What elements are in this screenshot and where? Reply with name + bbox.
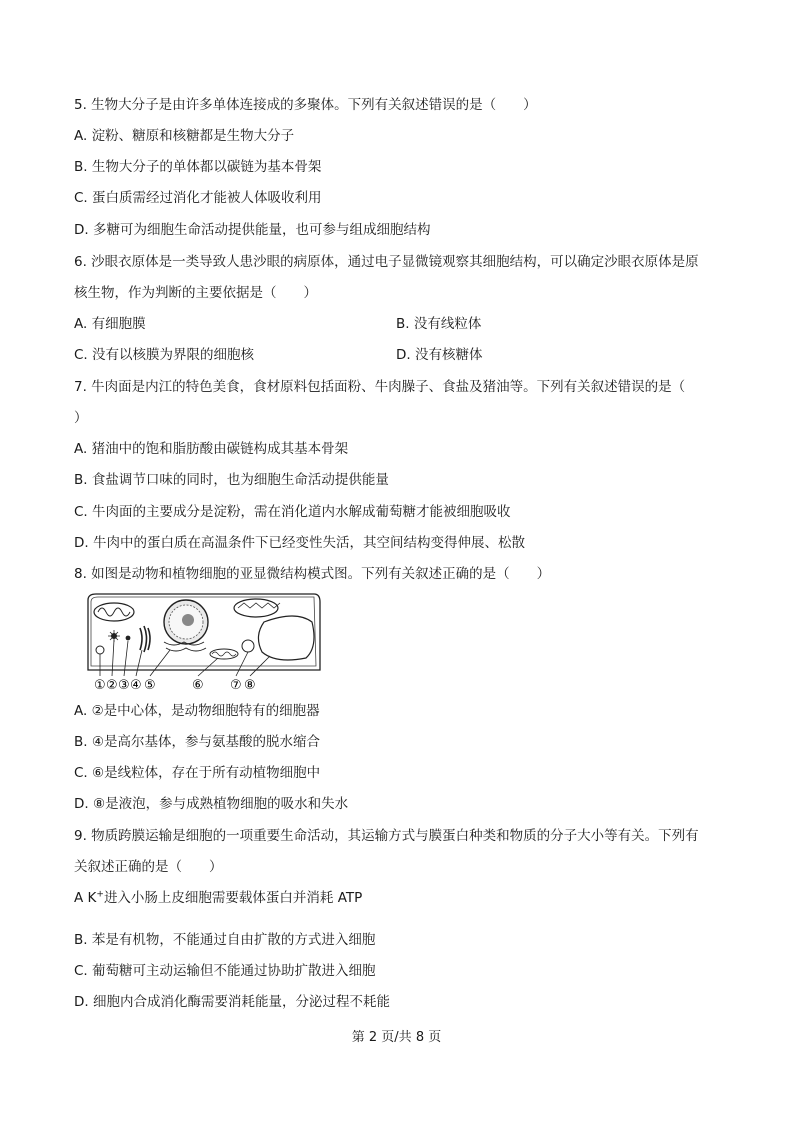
- vesicle-small: [242, 640, 254, 652]
- q7-option-b: B. 食盐调节口味的同时，也为细胞生命活动提供能量: [74, 472, 389, 488]
- vesicle: [96, 646, 104, 654]
- q7-option-d: D. 牛肉中的蛋白质在高温条件下已经变性失活，其空间结构变得伸展、松散: [74, 535, 525, 551]
- label-1: ①: [94, 678, 106, 692]
- page-footer: 第 2 页/共 8 页: [351, 1030, 442, 1045]
- q9-option-a-superscript: +: [96, 889, 104, 900]
- vacuole: [258, 616, 314, 660]
- q9-option-c: C. 葡萄糖可主动运输但不能通过协助扩散进入细胞: [74, 963, 376, 979]
- q5-option-d: D. 多糖可为细胞生命活动提供能量，也可参与组成细胞结构: [74, 222, 431, 238]
- q7-stem-line-2: ）: [74, 410, 88, 426]
- label-4: ④: [130, 678, 142, 692]
- ribosome-cluster: [126, 636, 131, 641]
- q5-option-c: C. 蛋白质需经过消化才能被人体吸收利用: [74, 190, 322, 206]
- cell-structure-diagram: [86, 592, 322, 692]
- q6-stem-line-1: 6. 沙眼衣原体是一类导致人患沙眼的病原体，通过电子显微镜观察其细胞结构，可以确定沙眼衣原体是原: [74, 254, 699, 270]
- q9-stem-line-2: 关叙述正确的是（ ）: [74, 859, 223, 875]
- q9-option-a-text: 进入小肠上皮细胞需要载体蛋白并消耗 ATP: [103, 890, 363, 906]
- label-2: ②: [106, 678, 118, 692]
- q7-option-c: C. 牛肉面的主要成分是淀粉，需在消化道内水解成葡萄糖才能被细胞吸收: [74, 504, 511, 520]
- q6-option-c: C. 没有以核膜为界限的细胞核: [74, 347, 255, 363]
- q8-option-c: C. ⑥是线粒体，存在于所有动植物细胞中: [74, 765, 321, 781]
- q9-option-b: B. 苯是有机物，不能通过自由扩散的方式进入细胞: [74, 932, 376, 948]
- q6-option-b: B. 没有线粒体: [396, 316, 482, 332]
- q5-stem: 5. 生物大分子是由许多单体连接成的多聚体。下列有关叙述错误的是（ ）: [74, 97, 537, 113]
- q9-stem-line-1: 9. 物质跨膜运输是细胞的一项重要生命活动，其运输方式与膜蛋白种类和物质的分子大小等有关。下列有: [74, 828, 699, 844]
- q9-option-a: [74, 888, 362, 908]
- chloroplast: [234, 599, 278, 617]
- q8-option-d: D. ⑧是液泡，参与成熟植物细胞的吸水和失水: [74, 796, 349, 812]
- q6-option-a: A. 有细胞膜: [74, 316, 146, 332]
- q9-option-d: D. 细胞内合成消化酶需要消耗能量，分泌过程不耗能: [74, 994, 390, 1010]
- q8-option-b: B. ④是高尔基体，参与氨基酸的脱水缩合: [74, 734, 320, 750]
- q5-option-a: A. 淀粉、糖原和核糖都是生物大分子: [74, 128, 295, 144]
- label-7: ⑦: [230, 678, 242, 692]
- label-6: ⑥: [192, 678, 204, 692]
- label-8: ⑧: [244, 678, 256, 692]
- q9-option-a-prefix: A K: [74, 890, 97, 906]
- q7-stem-line-1: 7. 牛肉面是内江的特色美食，食材原料包括面粉、牛肉臊子、食盐及猪油等。下列有关叙述错误的是（: [74, 379, 686, 395]
- label-3: ③: [118, 678, 130, 692]
- q7-option-a: A. 猪油中的饱和脂肪酸由碳链构成其基本骨架: [74, 441, 349, 457]
- nucleolus: [182, 614, 194, 626]
- q5-option-b: B. 生物大分子的单体都以碳链为基本骨架: [74, 159, 322, 175]
- q6-option-d: D. 没有核糖体: [396, 347, 483, 363]
- q8-stem: 8. 如图是动物和植物细胞的亚显微结构模式图。下列有关叙述正确的是（ ）: [74, 566, 551, 582]
- golgi-apparatus: [140, 626, 150, 652]
- q6-stem-line-2: 核生物，作为判断的主要依据是（ ）: [74, 285, 317, 301]
- q8-option-a: A. ②是中心体，是动物细胞特有的细胞器: [74, 703, 320, 719]
- label-5: ⑤: [144, 678, 156, 692]
